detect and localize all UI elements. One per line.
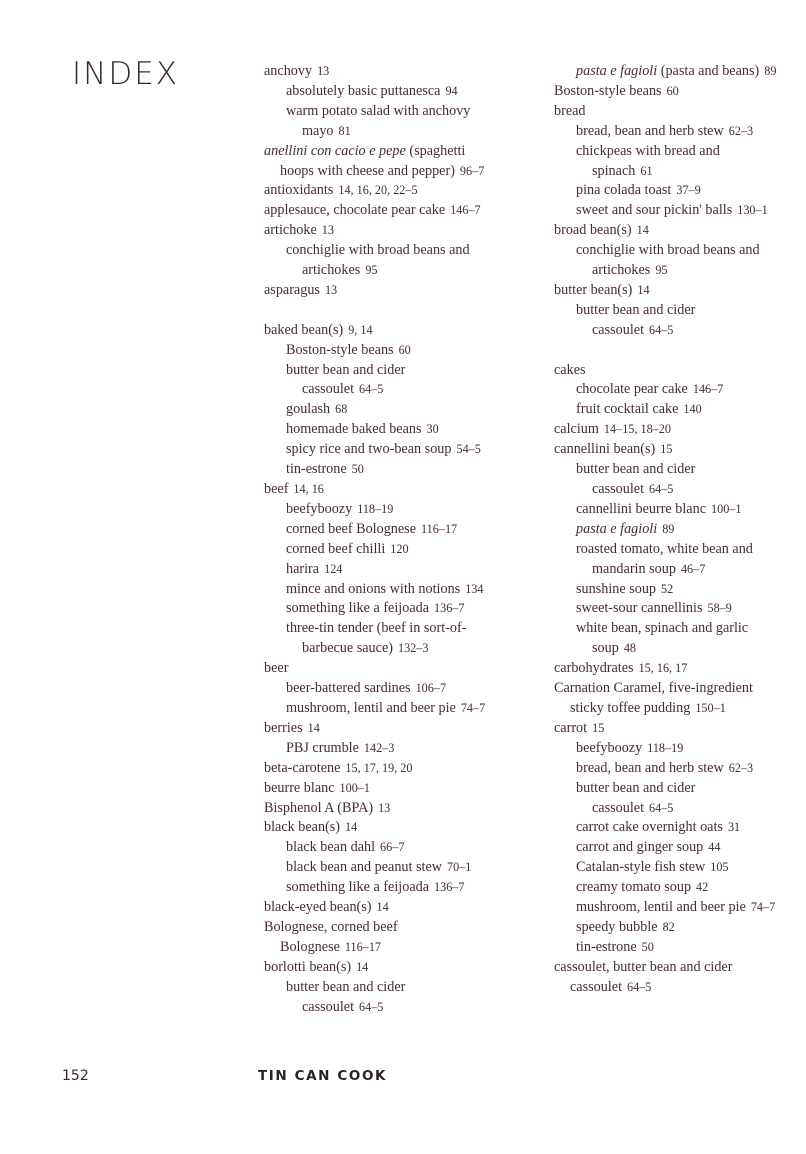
index-subentry — [554, 400, 806, 420]
entry-term: Catalan-style fish stew — [576, 859, 706, 876]
entry-page-ref: 13 — [321, 223, 334, 238]
entry-term: carrot — [554, 719, 588, 736]
entry-page-ref: 64–5 — [627, 979, 652, 994]
index-entry — [264, 181, 534, 201]
entry-term: beer-battered sardines — [286, 680, 411, 697]
entry-term: broad bean(s) — [554, 222, 632, 239]
index-subentry — [554, 759, 806, 779]
index-entry — [554, 659, 806, 679]
entry-page-ref: 31 — [727, 820, 741, 835]
index-subentry — [554, 520, 806, 540]
page-number: 152 — [62, 1068, 89, 1084]
entry-term: artichokes — [592, 262, 651, 279]
index-entry — [264, 201, 534, 221]
entry-page-ref: 82 — [662, 919, 675, 934]
running-footer-title: TIN CAN COOK — [258, 1068, 388, 1084]
index-subentry — [264, 838, 534, 858]
entry-term: mayo — [302, 122, 334, 139]
index-subentry — [554, 142, 806, 162]
index-entry — [264, 659, 534, 679]
index-subentry — [554, 818, 806, 838]
index-entry — [264, 162, 534, 182]
index-entry — [264, 221, 534, 241]
entry-page-ref: 66–7 — [380, 840, 405, 855]
entry-page-ref: 136–7 — [434, 601, 465, 616]
entry-page-ref: 62–3 — [728, 123, 754, 138]
index-subentry — [264, 341, 534, 361]
entry-page-ref: 14 — [356, 959, 369, 974]
entry-page-ref: 124 — [324, 561, 343, 576]
index-subentry — [554, 500, 806, 520]
index-subentry — [554, 739, 806, 759]
entry-page-ref: 120 — [390, 541, 409, 556]
entry-page-ref: 14, 16 — [293, 482, 324, 497]
entry-page-ref: 89 — [662, 521, 675, 536]
index-subentry — [264, 858, 534, 878]
entry-term: mandarin soup — [592, 560, 676, 577]
entry-term: Bisphenol A (BPA) — [264, 799, 374, 816]
index-subentry — [264, 699, 534, 719]
entry-page-ref: 64–5 — [359, 999, 384, 1014]
index-entry — [554, 281, 806, 301]
index-subentry — [554, 838, 806, 858]
entry-term: artichokes — [302, 262, 361, 279]
index-entry — [554, 221, 806, 241]
entry-term: tin-estrone — [576, 938, 637, 955]
index-spacer — [264, 301, 534, 321]
entry-page-ref: 54–5 — [456, 442, 481, 457]
entry-term: conchiglie with broad beans and — [286, 242, 470, 259]
index-subentry — [554, 878, 806, 898]
entry-term: creamy tomato soup — [576, 879, 692, 896]
entry-term: cassoulet — [592, 321, 645, 338]
entry-page-ref: 14 — [376, 900, 389, 915]
entry-page-ref: 64–5 — [649, 322, 674, 337]
index-entry — [264, 898, 534, 918]
entry-term: spinach — [592, 162, 636, 179]
entry-page-ref: 136–7 — [434, 880, 465, 895]
entry-page-ref: 64–5 — [359, 382, 384, 397]
entry-term: something like a feijoada — [286, 879, 430, 896]
entry-term: butter bean and cider — [576, 779, 696, 796]
index-entry — [264, 918, 534, 938]
entry-term: three-tin tender (beef in sort-of- — [286, 620, 467, 637]
entry-page-ref: 81 — [338, 123, 351, 138]
entry-term: cannellini beurre blanc — [576, 500, 706, 517]
index-subentry — [264, 540, 534, 560]
entry-page-ref: 96–7 — [459, 163, 485, 178]
entry-term: PBJ crumble — [286, 739, 359, 756]
entry-page-ref: 134 — [465, 581, 484, 596]
entry-term: asparagus — [264, 281, 320, 298]
index-entry — [264, 938, 534, 958]
entry-page-ref: 68 — [335, 402, 348, 417]
entry-page-ref: 100–1 — [339, 780, 370, 795]
entry-term: sunshine soup — [576, 580, 657, 597]
entry-page-ref: 13 — [317, 64, 330, 78]
index-subentry — [264, 878, 534, 898]
entry-term: applesauce, chocolate pear cake — [264, 202, 446, 219]
index-subentry — [264, 261, 534, 281]
index-subentry — [264, 739, 534, 759]
entry-term: conchiglie with broad beans and — [576, 242, 760, 259]
entry-page-ref: 150–1 — [695, 700, 726, 715]
index-entry — [264, 480, 534, 500]
index-subentry — [554, 619, 806, 639]
entry-page-ref: 14 — [307, 720, 320, 735]
index-subentry — [554, 181, 806, 201]
entry-page-ref: 64–5 — [649, 482, 674, 497]
entry-term: Boston-style beans — [286, 341, 394, 358]
entry-term: something like a feijoada — [286, 600, 430, 617]
entry-term: black bean(s) — [264, 819, 341, 836]
index-entry — [554, 699, 806, 719]
entry-italic-term: pasta e fagioli — [576, 520, 658, 537]
entry-page-ref: 60 — [666, 83, 679, 98]
index-subentry — [264, 361, 534, 381]
index-subentry — [554, 380, 806, 400]
entry-term: chickpeas with bread and — [576, 142, 720, 159]
index-subentry — [554, 580, 806, 600]
entry-page-ref: 74–7 — [750, 900, 776, 915]
entry-term: Bolognese, corned beef — [264, 918, 398, 935]
entry-term: harira — [286, 560, 320, 577]
entry-page-ref: 9, 14 — [348, 322, 373, 337]
entry-term: beefyboozy — [286, 500, 353, 517]
entry-page-ref: 50 — [351, 462, 364, 477]
index-entry — [554, 102, 806, 122]
entry-term: (spaghetti — [405, 142, 466, 159]
entry-term: absolutely basic puttanesca — [286, 82, 441, 99]
entry-term: black bean dahl — [286, 839, 376, 856]
entry-term: bread, bean and herb stew — [576, 759, 724, 776]
index-subentry — [554, 918, 806, 938]
index-subentry — [554, 799, 806, 819]
entry-term: artichoke — [264, 222, 317, 239]
entry-term: cassoulet, butter bean and cider — [554, 958, 733, 975]
index-spacer — [554, 341, 806, 361]
index-subentry — [264, 599, 534, 619]
index-subentry — [554, 639, 806, 659]
entry-term: tin-estrone — [286, 461, 347, 478]
index-subentry — [554, 261, 806, 281]
index-subentry — [264, 580, 534, 600]
index-subentry — [264, 460, 534, 480]
entry-page-ref: 118–19 — [647, 740, 684, 755]
entry-term: corned beef chilli — [286, 540, 386, 557]
index-subentry — [554, 938, 806, 958]
entry-term: bread, bean and herb stew — [576, 122, 724, 139]
entry-page-ref: 116–17 — [344, 939, 382, 954]
index-subentry — [264, 440, 534, 460]
entry-term: butter bean and cider — [286, 978, 406, 995]
entry-page-ref: 46–7 — [680, 561, 706, 576]
entry-term: butter bean(s) — [554, 281, 633, 298]
entry-page-ref: 64–5 — [649, 800, 674, 815]
entry-term: butter bean and cider — [576, 461, 696, 478]
index-subentry — [554, 480, 806, 500]
entry-term: soup — [592, 640, 619, 657]
entry-term: spicy rice and two-bean soup — [286, 441, 452, 458]
entry-term: sweet and sour pickin' balls — [576, 202, 733, 219]
index-entry — [554, 440, 806, 460]
entry-term: cakes — [554, 361, 586, 378]
index-subentry — [264, 998, 534, 1018]
entry-page-ref: 44 — [708, 840, 721, 855]
entry-page-ref: 14 — [345, 820, 358, 835]
index-entry — [554, 978, 806, 998]
entry-term: borlotti bean(s) — [264, 958, 352, 975]
index-subentry — [264, 560, 534, 580]
entry-term: mushroom, lentil and beer pie — [286, 699, 456, 716]
index-subentry — [264, 639, 534, 659]
entry-page-ref: 30 — [426, 422, 439, 437]
entry-page-ref: 60 — [398, 342, 411, 357]
entry-page-ref: 146–7 — [450, 203, 481, 218]
entry-page-ref: 61 — [640, 163, 653, 178]
index-entry — [264, 779, 534, 799]
entry-page-ref: 42 — [696, 880, 709, 895]
entry-term: bread — [554, 102, 586, 119]
index-subentry — [264, 241, 534, 261]
entry-page-ref: 14 — [637, 282, 650, 297]
entry-page-ref: 94 — [445, 83, 458, 98]
index-entry — [264, 799, 534, 819]
index-entry — [264, 719, 534, 739]
entry-term: corned beef Bolognese — [286, 520, 417, 537]
entry-term: cassoulet — [302, 998, 355, 1015]
index-entry — [264, 958, 534, 978]
entry-page-ref: 15, 17, 19, 20 — [345, 760, 413, 775]
entry-page-ref: 62–3 — [728, 760, 754, 775]
entry-term: calcium — [554, 421, 599, 438]
entry-italic-term: anellini con cacio e pepe — [264, 142, 406, 159]
entry-page-ref: 95 — [655, 263, 668, 278]
index-subentry — [554, 599, 806, 619]
entry-term: baked bean(s) — [264, 321, 344, 338]
entry-term: cassoulet — [570, 978, 623, 995]
index-entry — [554, 719, 806, 739]
index-subentry — [264, 978, 534, 998]
entry-page-ref: 106–7 — [415, 681, 447, 696]
entry-page-ref: 105 — [710, 860, 729, 875]
entry-page-ref: 14 — [636, 223, 649, 238]
entry-term: butter bean and cider — [286, 361, 406, 378]
index-subentry — [264, 520, 534, 540]
entry-term: beef — [264, 481, 289, 498]
index-subentry — [554, 241, 806, 261]
index-entry — [264, 818, 534, 838]
index-column-left — [264, 62, 534, 1017]
entry-term: beta-carotene — [264, 759, 341, 776]
entry-term: butter bean and cider — [576, 301, 696, 318]
entry-term: carrot cake overnight oats — [576, 819, 723, 836]
entry-term: mushroom, lentil and beer pie — [576, 899, 746, 916]
index-entry — [264, 321, 534, 341]
entry-page-ref: 130–1 — [737, 203, 768, 218]
entry-term: antioxidants — [264, 182, 334, 199]
entry-page-ref: 37–9 — [676, 183, 701, 198]
entry-page-ref: 14, 16, 20, 22–5 — [338, 183, 418, 198]
entry-term: speedy bubble — [576, 918, 658, 935]
index-subentry — [554, 122, 806, 142]
entry-page-ref: 70–1 — [447, 860, 472, 875]
index-subentry — [554, 301, 806, 321]
entry-term: fruit cocktail cake — [576, 401, 679, 418]
entry-page-ref: 146–7 — [692, 382, 724, 397]
index-entry — [264, 281, 534, 301]
entry-page-ref: 15 — [660, 442, 673, 457]
entry-page-ref: 48 — [623, 641, 636, 656]
entry-term: chocolate pear cake — [576, 381, 688, 398]
entry-italic-term: pasta e fagioli — [576, 63, 658, 79]
entry-page-ref: 95 — [365, 263, 378, 278]
entry-term: homemade baked beans — [286, 421, 422, 438]
entry-term: roasted tomato, white bean and — [576, 540, 753, 557]
entry-term: black-eyed bean(s) — [264, 899, 372, 916]
entry-page-ref: 14–15, 18–20 — [603, 422, 671, 437]
entry-page-ref: 13 — [378, 800, 391, 815]
entry-term: hoops with cheese and pepper) — [280, 162, 455, 179]
entry-term: sweet-sour cannellinis — [576, 600, 703, 617]
index-subentry — [554, 779, 806, 799]
index-subentry — [264, 380, 534, 400]
index-subentry — [554, 62, 806, 82]
entry-page-ref: 50 — [641, 939, 654, 954]
index-subentry — [264, 82, 534, 102]
index-subentry — [264, 679, 534, 699]
index-subentry — [264, 400, 534, 420]
entry-term: cannellini bean(s) — [554, 441, 656, 458]
entry-term: pina colada toast — [576, 182, 672, 199]
page-title: INDEX — [72, 56, 180, 92]
entry-term: Carnation Caramel, five-ingredient — [554, 680, 753, 697]
entry-page-ref: 74–7 — [460, 700, 486, 715]
entry-term: anchovy — [264, 63, 313, 79]
index-subentry — [554, 321, 806, 341]
entry-page-ref: 142–3 — [363, 740, 395, 755]
entry-page-ref: 118–19 — [357, 501, 394, 516]
entry-term: beurre blanc — [264, 779, 335, 796]
entry-term: black bean and peanut stew — [286, 859, 443, 876]
entry-term: beefyboozy — [576, 739, 643, 756]
entry-page-ref: 52 — [661, 581, 674, 596]
entry-term: cassoulet — [302, 381, 355, 398]
entry-page-ref: 58–9 — [707, 601, 732, 616]
entry-term: Boston-style beans — [554, 82, 662, 99]
entry-term: white bean, spinach and garlic — [576, 620, 749, 637]
index-entry — [554, 361, 806, 381]
index-entry — [554, 679, 806, 699]
index-subentry — [554, 162, 806, 182]
index-entry — [264, 759, 534, 779]
entry-page-ref: 15 — [592, 720, 605, 735]
entry-term: (pasta and beans) — [657, 63, 760, 79]
index-subentry — [554, 201, 806, 221]
entry-page-ref: 140 — [683, 402, 702, 417]
entry-page-ref: 15, 16, 17 — [638, 661, 688, 676]
index-subentry — [554, 540, 806, 560]
index-entry — [264, 142, 534, 162]
entry-term: barbecue sauce) — [302, 640, 393, 657]
index-subentry — [554, 560, 806, 580]
index-subentry — [264, 122, 534, 142]
index-subentry — [554, 898, 806, 918]
index-subentry — [264, 420, 534, 440]
entry-term: warm potato salad with anchovy — [286, 102, 471, 119]
index-subentry — [554, 460, 806, 480]
index-entry — [554, 958, 806, 978]
entry-term: carrot and ginger soup — [576, 839, 704, 856]
index-subentry — [264, 500, 534, 520]
entry-term: sticky toffee pudding — [570, 699, 691, 716]
index-subentry — [264, 619, 534, 639]
entry-page-ref: 89 — [764, 64, 777, 78]
index-entry — [554, 420, 806, 440]
index-entry — [264, 62, 534, 82]
index-entry — [554, 82, 806, 102]
index-column-right — [554, 62, 806, 998]
entry-term: berries — [264, 719, 303, 736]
index-subentry — [554, 858, 806, 878]
entry-term: Bolognese — [280, 938, 340, 955]
entry-term: mince and onions with notions — [286, 580, 461, 597]
entry-term: cassoulet — [592, 481, 645, 498]
index-subentry — [264, 102, 534, 122]
entry-term: carbohydrates — [554, 660, 634, 677]
entry-term: beer — [264, 660, 289, 677]
entry-term: cassoulet — [592, 799, 645, 816]
entry-term: goulash — [286, 401, 331, 418]
entry-page-ref: 132–3 — [397, 641, 429, 656]
entry-page-ref: 116–17 — [421, 521, 458, 536]
entry-page-ref: 13 — [324, 282, 338, 297]
entry-page-ref: 100–1 — [711, 501, 742, 516]
